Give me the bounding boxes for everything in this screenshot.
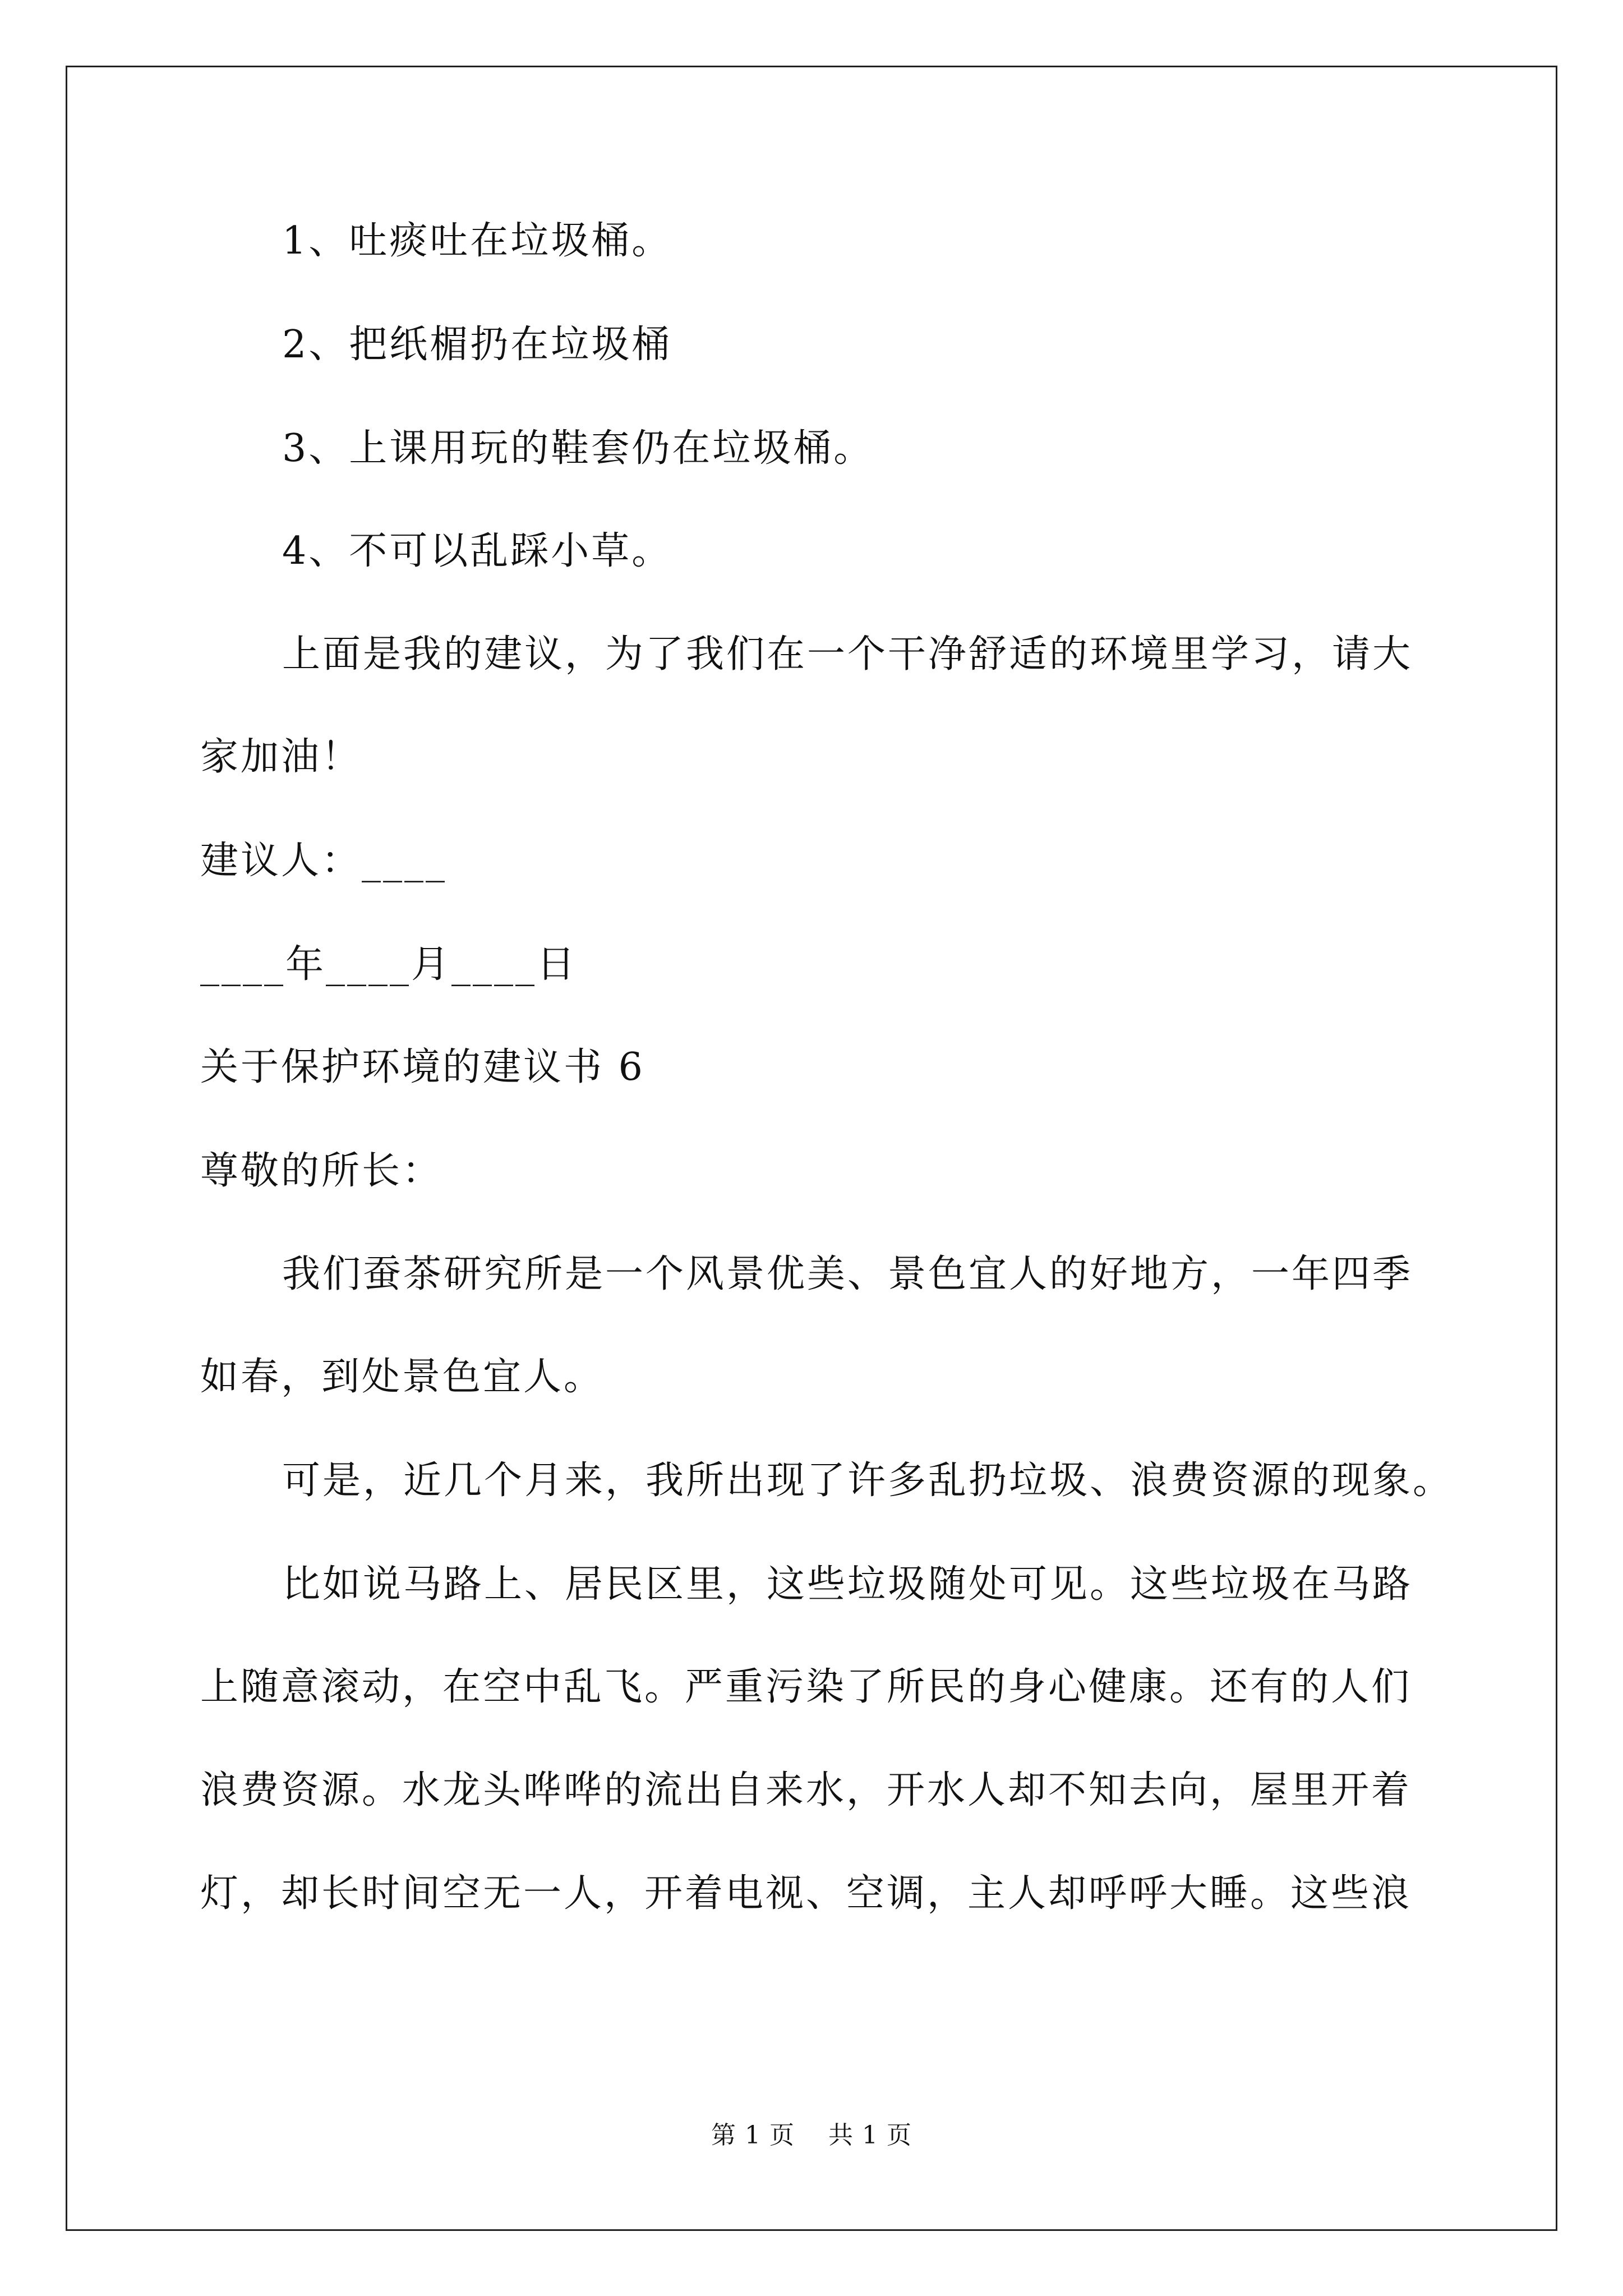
paragraph-line: 上面是我的建议，为了我们在一个干净舒适的环境里学习，请大 <box>282 632 1413 677</box>
paragraph-line: 上随意滚动，在空中乱飞。严重污染了所民的身心健康。还有的人们 <box>200 1665 1412 1709</box>
page-footer: 第 1 页 共 1 页 <box>711 2121 912 2150</box>
list-item-2: 2、把纸楣扔在垃圾桶 <box>282 323 672 367</box>
paragraph-line: 灯，却长时间空无一人，开着电视、空调，主人却呼呼大睡。这些浪 <box>200 1871 1412 1916</box>
signer-line: 建议人：____ <box>200 839 448 883</box>
paragraph-line: 比如说马路上、居民区里，这些垃圾随处可见。这些垃圾在马路 <box>282 1562 1413 1607</box>
paragraph-line: 如春，到处景色宜人。 <box>200 1355 605 1399</box>
date-line: ____年____月____日 <box>200 942 578 987</box>
salutation: 尊敬的所长： <box>200 1149 443 1193</box>
paragraph-line: 可是，近几个月来，我所出现了许多乱扔垃圾、浪费资源的现象。 <box>282 1458 1454 1503</box>
paragraph-line: 家加油！ <box>200 735 362 779</box>
section-title: 关于保护环境的建议书 6 <box>200 1045 645 1089</box>
paragraph-line: 我们蚕茶研究所是一个风景优美、景色宜人的好地方，一年四季 <box>282 1252 1413 1296</box>
paragraph-line: 浪费资源。水龙头哗哗的流出自来水，开水人却不知去向，屋里开着 <box>200 1768 1412 1812</box>
list-item-3: 3、上课用玩的鞋套仍在垃圾桶。 <box>282 426 874 471</box>
list-item-1: 1、吐痰吐在垃圾桶。 <box>282 219 672 263</box>
list-item-4: 4、不可以乱踩小草。 <box>282 529 672 573</box>
